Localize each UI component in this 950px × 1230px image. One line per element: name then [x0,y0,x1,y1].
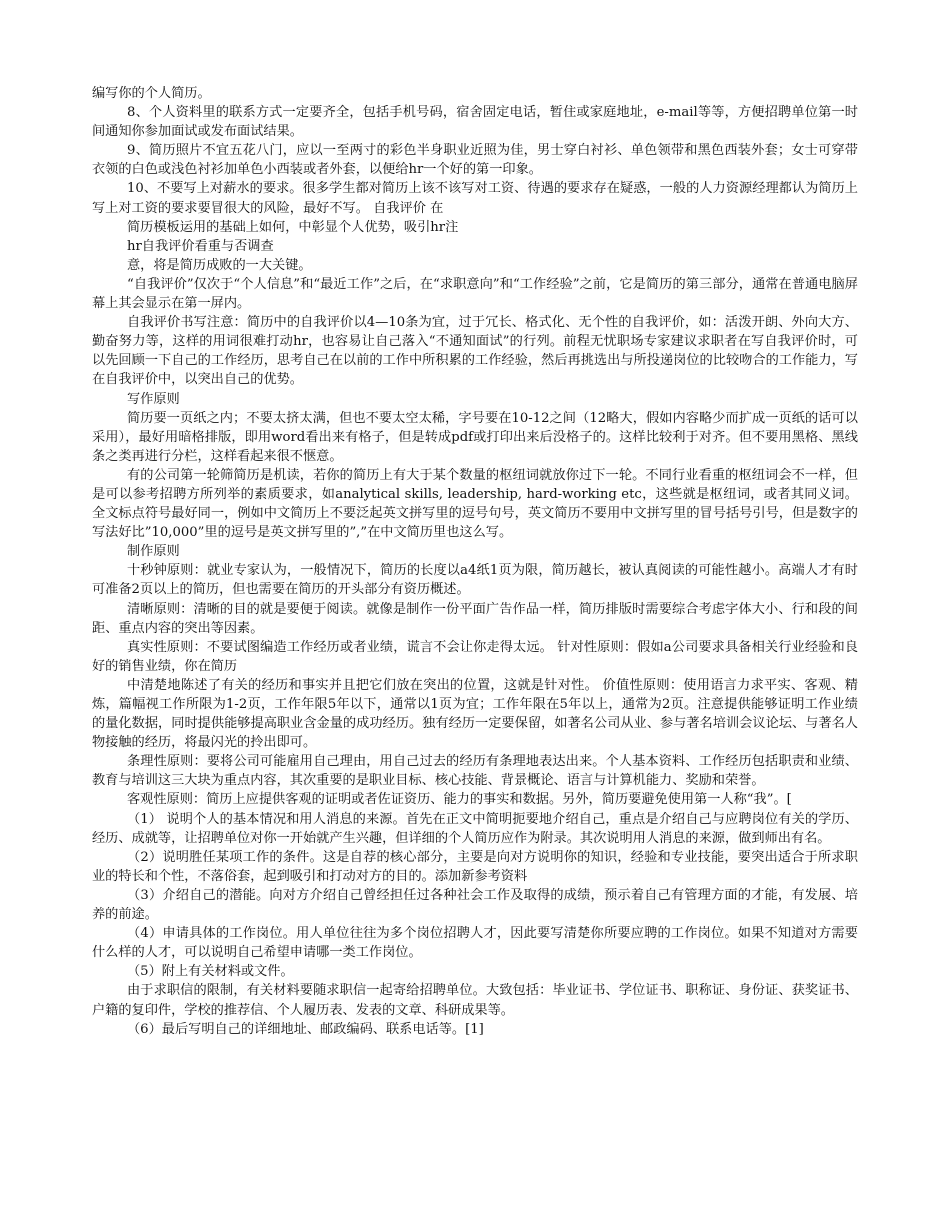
paragraph-ten-seconds: 十秒钟原则：就业专家认为，一般情况下，简历的长度以a4纸1页为限，简历越长，被认真阅读的可能性越小。高端人才有时可准备2页以上的简历，但也需要在简历的开头部分有资历概述。 [92,563,858,598]
paragraph-truthfulness: 真实性原则：不要试图编造工作经历或者业绩，谎言不会让你走得太远。 针对性原则：假如a公司要求具备相关行业经验和良好的销售业绩，你在简历 [92,639,858,674]
paragraph-materials: 由于求职信的限制，有关材料要随求职信一起寄给招聘单位。大致包括：毕业证书、学位证书、职称证、身份证、获奖证书、户籍的复印件，学校的推荐信、个人履历表、发表的文章、科研成果等。 [92,983,858,1018]
paragraph-organization: 条理性原则：要将公司可能雇用自己理由，用自己过去的经历有条理地表达出来。个人基本资料、工作经历包括职责和业绩、教育与培训这三大块为重点内容，其次重要的是职业目标、核心技能、背景概论、语言与计算机能力、奖励和荣誉。 [92,754,858,789]
paragraph-intro: 编写你的个人简历。 [92,86,211,101]
paragraph-contact-info: 8、个人资料里的联系方式一定要齐全，包括手机号码，宿舍固定电话，暂住或家庭地址，e-mail等等，方便招聘单位第一时间通知你参加面试或发布面试结果。 [92,105,858,140]
paragraph-one-page: 简历要一页纸之内；不要太挤太满，但也不要太空太稀，字号要在10-12之间（12略大，假如内容略少而扩成一页纸的话可以采用），最好用暗格排版，即用word看出来有格子，但是转成pdf或打印出来后没格子的。这样比较利于对齐。但不要用黑格、黑线条之类再进行分栏，这样看起来很不惬意。 [92,410,858,464]
paragraph-photo: 9、简历照片不宜五花八门，应以一至两寸的彩色半身职业近照为佳，男士穿白衬衫、单色领带和黑色西装外套；女士可穿带衣领的白色或浅色衬衫加单色小西装或者外套，以便给hr一个好的第一印象。 [92,143,858,178]
paragraph-template: 简历模板运用的基础上如何，中彰显个人优势，吸引hr注 [127,219,459,235]
list-item-5: （5）附上有关材料或文件。 [127,964,294,980]
paragraph-self-eval-position: “自我评价”仅次于“个人信息”和“最近工作”之后，在“求职意向”和“工作经验”之前，它是简历的第三部分，通常在普通电脑屏幕上其会显示在第一屏内。 [92,276,858,312]
heading-writing-principles: 写作原则 [127,391,180,407]
list-item-6: （6）最后写明自己的详细地址、邮政编码、联系电话等。[1] [127,1021,484,1037]
list-item-1: （1） 说明个人的基本情况和用人消息的来源。首先在正文中简明扼要地介绍自己，重点是介绍自己与应聘岗位有关的学历、经历、成就等，让招聘单位对你一开始就产生兴趣，但详细的个人简历应作为附录。其次说明用人消息的来源，做到师出有名。 [92,811,858,846]
list-item-2: （2）说明胜任某项工作的条件。这是自荐的核心部分，主要是向对方说明你的知识，经验和专业技能，要突出适合于所求职业的特长和个性，不落俗套，起到吸引和打动对方的目的。添加新参考资料 [92,849,858,884]
paragraph-targeting-value: 中清楚地陈述了有关的经历和事实并且把它们放在突出的位置，这就是针对性。 价值性原则：使用语言力求平实、客观、精炼，篇幅视工作所限为1-2页，工作年限5年以下，通常以1页为宜；工作年限在5年以上，通常为2页。注意提供能够证明工作业绩的量化数据，同时提供能够提高职业含金量的成功经历。独有经历一定要保留，如著名公司从业、参与著名培训会议论坛、与著名人物接触的经历，将最闪光的拎出即可。 [92,677,858,751]
list-item-3: （3）介绍自己的潜能。向对方介绍自己曾经担任过各种社会工作及取得的成绩，预示着自己有管理方面的才能，有发展、培养的前途。 [92,887,858,923]
paragraph-clarity: 清晰原则：清晰的目的就是要便于阅读。就像是制作一份平面广告作品一样，简历排版时需要综合考虑字体大小、行和段的间距、重点内容的突出等因素。 [92,601,858,636]
heading-making-principles: 制作原则 [127,544,180,560]
paragraph-self-eval-notes: 自我评价书写注意：简历中的自我评价以4—10条为宜，过于冗长、格式化、无个性的自我评价，如：活泼开朗、外向大方、勤奋努力等，这样的用词很难打动hr，也容易让自己落入“不通知面试”的行列。前程无忧职场专家建议求职者在写自我评价时，可以先回顾一下自己的工作经历，思考自己在以前的工作中所积累的工作经验，然后再挑选出与所投递岗位的比较吻合的工作能力，写在自我评价中，以突出自己的优势。 [92,315,858,388]
paragraph-hr-survey: hr自我评价看重与否调查 [127,238,274,254]
paragraph-objectivity: 客观性原则：简历上应提供客观的证明或者佐证资历、能力的事实和数据。另外，简历要避免使用第一人称“我”。[ [127,792,792,808]
paragraph-key: 意，将是简历成败的一大关键。 [127,257,312,273]
list-item-4: （4）申请具体的工作岗位。用人单位往往为多个岗位招聘人才，因此要写清楚你所要应聘的工作岗位。如果不知道对方需要什么样的人才，可以说明自己希望申请哪一类工作岗位。 [92,926,858,961]
paragraph-keywords: 有的公司第一轮筛简历是机读，若你的简历上有大于某个数量的枢纽词就放你过下一轮。不同行业看重的枢纽词会不一样，但是可以参考招聘方所列举的素质要求，如analytical skills, leadership, hard-working etc，这些就是枢纽词，或者其同义词。 全文标点符号最好同一，例如中文简历上不要泛起英文拼写里的逗号句号，英文简历不要用中文拼写里的冒号括号引号，但是数字的写法好比”10,000”里的逗号是英文拼写里的”,”在中文简历里也这么写。 [92,467,858,541]
paragraph-salary: 10、不要写上对薪水的要求。很多学生都对简历上该不该写对工资、待遇的要求存在疑惑，一般的人力资源经理都认为简历上写上对工资的要求要冒很大的风险，最好不写。 自我评价 在 [92,181,858,216]
